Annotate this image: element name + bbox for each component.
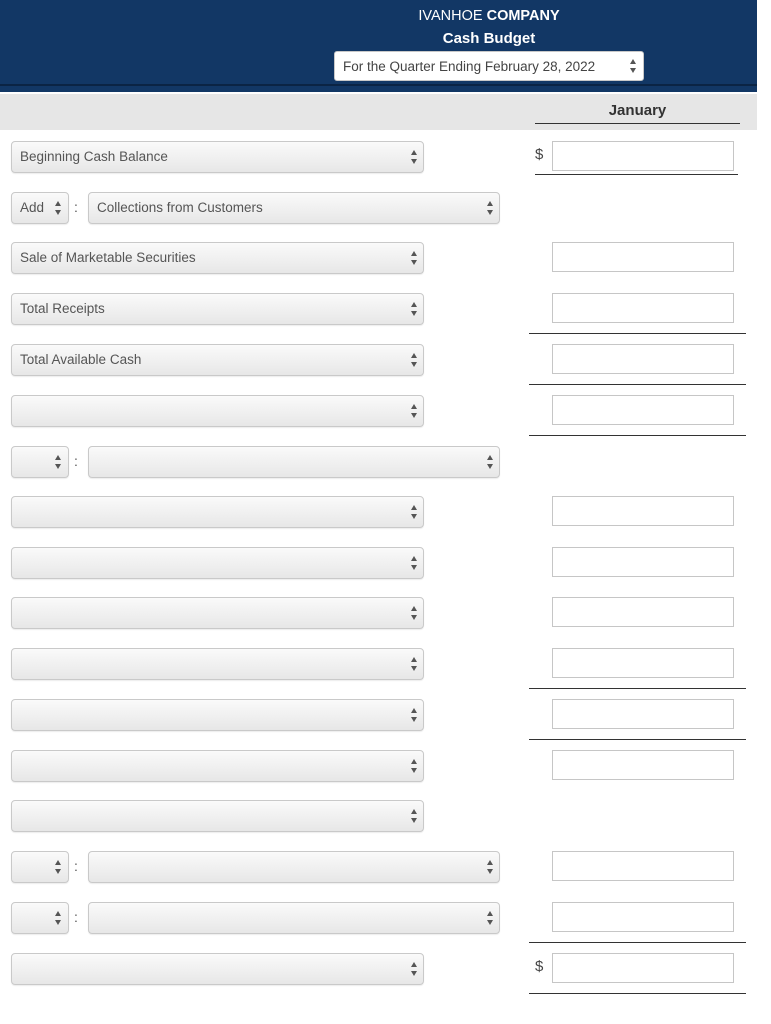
operator-select[interactable] (11, 902, 69, 934)
header-divider (0, 84, 757, 86)
amount-input[interactable] (552, 242, 734, 272)
currency-symbol: $ (535, 146, 544, 163)
period-select[interactable] (334, 51, 644, 81)
account-select[interactable] (11, 293, 424, 325)
header-bar (0, 0, 757, 92)
amount-input[interactable] (552, 597, 734, 627)
account-select[interactable] (11, 496, 424, 528)
account-select[interactable] (11, 699, 424, 731)
account-select[interactable] (88, 851, 500, 883)
underline-rule (529, 384, 746, 385)
currency-symbol: $ (535, 958, 544, 975)
company-name (336, 8, 642, 24)
amount-input[interactable] (552, 344, 734, 374)
underline-rule (529, 435, 746, 436)
operator-select[interactable] (11, 192, 69, 224)
operator-select[interactable] (11, 851, 69, 883)
underline-rule (535, 174, 738, 175)
account-select-value: Sale of Marketable Securities (20, 250, 196, 265)
select-arrows-icon (410, 708, 418, 722)
select-arrows-icon (410, 251, 418, 265)
account-select[interactable] (11, 344, 424, 376)
amount-input[interactable] (552, 851, 734, 881)
colon-separator: : (74, 858, 78, 874)
amount-input[interactable] (552, 953, 734, 983)
account-select-value: Total Receipts (20, 301, 105, 316)
account-select[interactable] (11, 953, 424, 985)
account-select[interactable] (11, 141, 424, 173)
select-arrows-icon (629, 59, 637, 73)
colon-separator: : (74, 909, 78, 925)
select-arrows-icon (54, 860, 62, 874)
account-select[interactable] (11, 750, 424, 782)
account-select[interactable] (11, 242, 424, 274)
company-suffix: COMPANY (486, 8, 560, 24)
select-arrows-icon (410, 404, 418, 418)
select-arrows-icon (486, 860, 494, 874)
select-arrows-icon (410, 302, 418, 316)
amount-input[interactable] (552, 750, 734, 780)
select-arrows-icon (54, 455, 62, 469)
select-arrows-icon (410, 505, 418, 519)
select-arrows-icon (410, 556, 418, 570)
amount-input[interactable] (552, 293, 734, 323)
amount-input[interactable] (552, 699, 734, 729)
page-title: Cash Budget (442, 30, 536, 47)
period-select-value: For the Quarter Ending February 28, 2022 (343, 59, 596, 74)
account-select[interactable] (11, 395, 424, 427)
select-arrows-icon (54, 201, 62, 215)
amount-input[interactable] (552, 141, 734, 171)
column-header-january: January (535, 102, 740, 124)
amount-input[interactable] (552, 902, 734, 932)
company-prefix: IVANHOE (418, 8, 483, 24)
select-arrows-icon (410, 759, 418, 773)
account-select[interactable] (11, 648, 424, 680)
account-select[interactable] (88, 446, 500, 478)
account-select[interactable] (11, 547, 424, 579)
select-arrows-icon (410, 606, 418, 620)
amount-input[interactable] (552, 496, 734, 526)
select-arrows-icon (486, 455, 494, 469)
select-arrows-icon (410, 353, 418, 367)
select-arrows-icon (410, 150, 418, 164)
account-select-value: Beginning Cash Balance (20, 149, 168, 164)
colon-separator: : (74, 453, 78, 469)
account-select[interactable] (88, 192, 500, 224)
underline-rule (529, 739, 746, 740)
account-select-value: Collections from Customers (97, 200, 263, 215)
select-arrows-icon (410, 809, 418, 823)
underline-rule (529, 942, 746, 943)
underline-rule (529, 688, 746, 689)
account-select-value: Total Available Cash (20, 352, 142, 367)
account-select[interactable] (11, 597, 424, 629)
colon-separator: : (74, 199, 78, 215)
underline-rule (529, 333, 746, 334)
select-arrows-icon (410, 962, 418, 976)
select-arrows-icon (486, 201, 494, 215)
amount-input[interactable] (552, 395, 734, 425)
amount-input[interactable] (552, 547, 734, 577)
operator-select-value: Add (20, 200, 45, 215)
amount-input[interactable] (552, 648, 734, 678)
double-underline-rule (529, 993, 746, 994)
select-arrows-icon (486, 911, 494, 925)
operator-select[interactable] (11, 446, 69, 478)
account-select[interactable] (88, 902, 500, 934)
select-arrows-icon (410, 657, 418, 671)
select-arrows-icon (54, 911, 62, 925)
account-select[interactable] (11, 800, 424, 832)
